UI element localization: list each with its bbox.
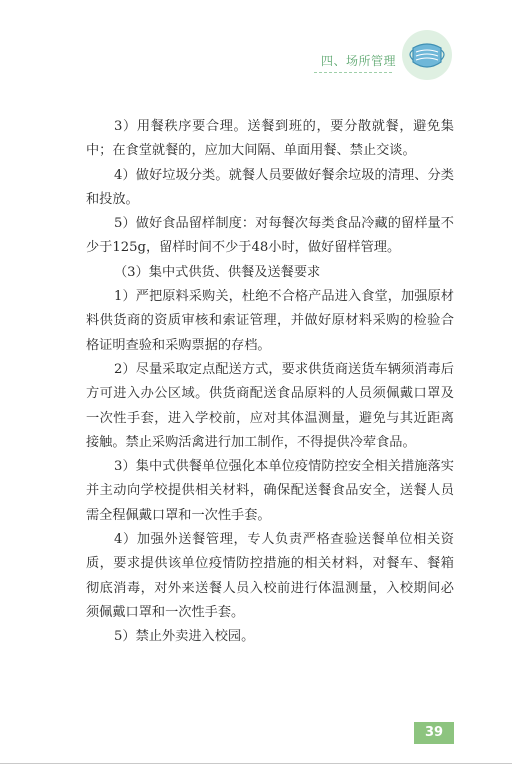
paragraph-text: 2）尽量采取定点配送方式，要求供货商送货车辆须消毒后方可进入办公区域。供货商配送食品原料的人员须佩戴口罩及一次性手套，进入学校前，应对其体温测量，避免与其近距离接触。禁止采购活禽进行加工制作，不得提供冷荤食品。: [86, 361, 454, 450]
paragraph: [86, 164, 454, 213]
paragraph: [86, 455, 454, 528]
paragraph-text: 3）集中式供餐单位强化本单位疫情防控安全相关措施落实并主动向学校提供相关材料，确保配送餐食品安全，送餐人员需全程佩戴口罩和一次性手套。: [86, 459, 454, 523]
paragraph: [86, 528, 454, 625]
subsection-heading-text: （3）集中式供货、供餐及送餐要求: [114, 264, 321, 280]
header-divider: [314, 72, 392, 73]
body-text: [86, 115, 454, 650]
paragraph: [86, 285, 454, 358]
face-mask-icon: [405, 36, 449, 76]
paragraph: [86, 212, 454, 261]
paragraph: [86, 625, 454, 649]
paragraph: [86, 358, 454, 455]
paragraph-text: 4）做好垃圾分类。就餐人员要做好餐余垃圾的清理、分类和投放。: [86, 167, 454, 207]
paragraph-text: 3）用餐秩序要合理。送餐到班的，要分散就餐，避免集中；在食堂就餐的，应加大间隔、单面用餐、禁止交谈。: [86, 119, 454, 159]
paragraph-text: 5）做好食品留样制度：对每餐次每类食品冷藏的留样量不少于125g，留样时间不少于48小时，做好留样管理。: [86, 216, 454, 256]
paragraph-text: 4）加强外送餐管理，专人负责严格查验送餐单位相关资质，要求提供该单位疫情防控措施的相关材料，对餐车、餐箱彻底消毒，对外来送餐人员入校前进行体温测量，入校期间必须佩戴口罩和一次性手套。: [86, 532, 454, 620]
paragraph-text: 1）严把原料采购关，杜绝不合格产品进入食堂，加强原材料供货商的资质审核和索证管理，并做好原材料采购的检验合格证明查验和采购票据的存档。: [86, 289, 454, 353]
page-number: 39: [414, 722, 454, 744]
paragraph-text: 5）禁止外卖进入校园。: [114, 629, 255, 645]
paragraph: [86, 115, 454, 164]
page-bottom-edge: [0, 763, 512, 764]
running-header-section-title: 四、场所管理: [320, 54, 396, 68]
face-mask-badge: [402, 30, 452, 80]
subsection-heading: [86, 261, 454, 285]
